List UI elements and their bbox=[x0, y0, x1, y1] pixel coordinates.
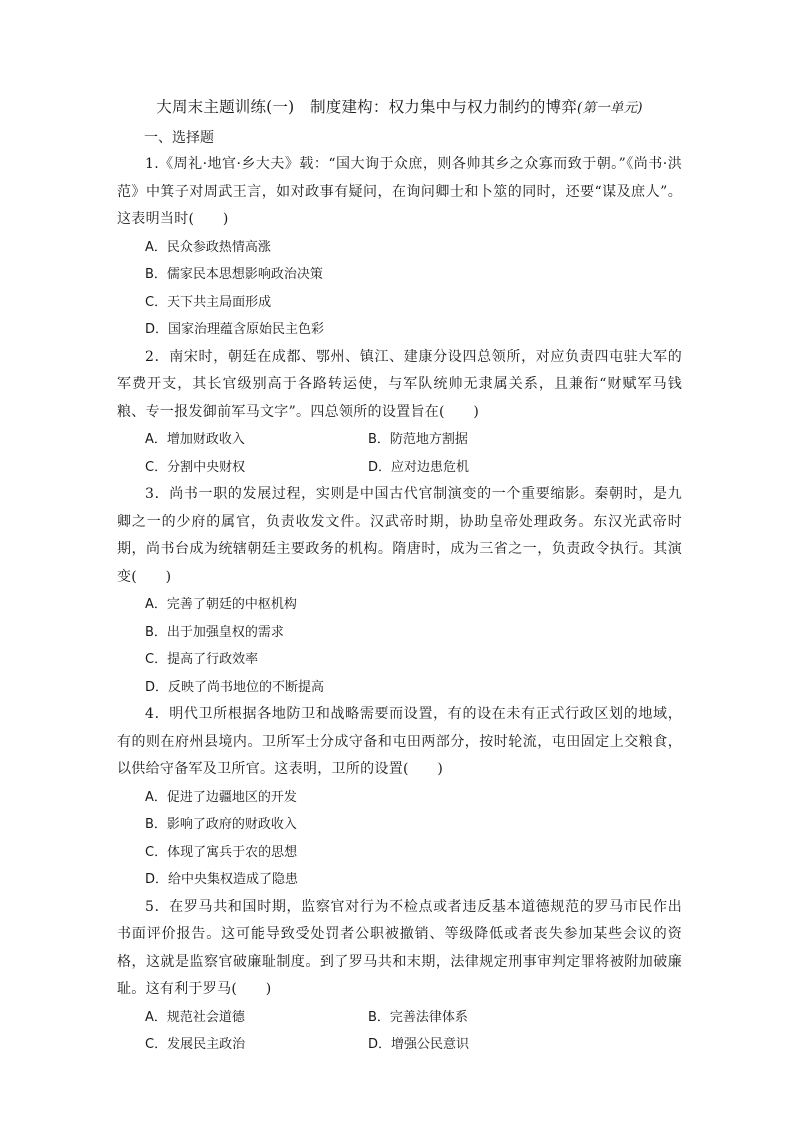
document-page bbox=[117, 94, 682, 1059]
option-a: A．完善了朝廷的中枢机构 bbox=[145, 597, 297, 612]
option-d: D．给中央集权造成了隐患 bbox=[145, 872, 299, 887]
option-c: C．提高了行政效率 bbox=[145, 652, 259, 667]
option-d: D．反映了尚书地位的不断提高 bbox=[145, 679, 325, 695]
question-options bbox=[117, 784, 682, 894]
option-b: B．防范地方割据 bbox=[368, 432, 468, 447]
question-4 bbox=[117, 701, 682, 894]
question-options bbox=[117, 234, 682, 344]
option-c: C．体现了寓兵于农的思想 bbox=[145, 844, 298, 860]
option-d: D．增强公民意识 bbox=[368, 1037, 470, 1052]
question-3 bbox=[117, 481, 682, 701]
option-b: B．儒家民本思想影响政治决策 bbox=[145, 267, 323, 282]
option-b: B．影响了政府的财政收入 bbox=[145, 817, 297, 832]
option-a: A．增加财政收入 bbox=[145, 432, 245, 447]
option-a: A．民众参政热情高涨 bbox=[145, 239, 271, 255]
option-b: B．出于加强皇权的需求 bbox=[145, 624, 284, 640]
question-1 bbox=[117, 151, 682, 344]
option-c: C．发展民主政治 bbox=[145, 1037, 246, 1052]
question-2 bbox=[117, 344, 682, 482]
option-a: A．促进了边疆地区的开发 bbox=[145, 789, 297, 805]
question-5 bbox=[117, 894, 682, 1059]
option-a: A．规范社会道德 bbox=[145, 1009, 245, 1025]
question-stem: 4．明代卫所根据各地防卫和战略需要而设置，有的设在未有正式行政区划的地域，有的则在府州县境内。卫所军士分成守备和屯田两部分，按时轮流，屯田固定上交粮食，以供给守备军及卫所官。这表明，卫所的设置( ) bbox=[117, 706, 682, 777]
question-stem: 1.《周礼·地官·乡大夫》载：“国大询于众庶，则各帅其乡之众寡而致于朝。”《尚书·洪范》中箕子对周武王言，如对政事有疑问，在询问卿士和卜筮的同时，还要“谋及庶人”。这表明当时( ) bbox=[117, 156, 682, 227]
title-main: 大周末主题训练(一) 制度建构：权力集中与权力制约的博弈 bbox=[156, 98, 577, 116]
document-title bbox=[117, 94, 682, 121]
section-heading: 一、选择题 bbox=[144, 130, 214, 146]
option-d: D．应对边患危机 bbox=[368, 459, 470, 475]
option-b: B．完善法律体系 bbox=[368, 1009, 468, 1025]
option-c: C．分割中央财权 bbox=[145, 459, 246, 475]
question-options bbox=[117, 591, 682, 701]
title-unit: (第一单元) bbox=[576, 100, 643, 116]
option-c: C．天下共主局面形成 bbox=[145, 294, 272, 310]
option-d: D．国家治理蕴含原始民主色彩 bbox=[145, 322, 325, 337]
question-stem: 5．在罗马共和国时期，监察官对行为不检点或者违反基本道德规范的罗马市民作出书面评价报告。这可能导致受处罚者公职被撤销、等级降低或者丧失参加某些会议的资格，这就是监察官破廉耻制度。到了罗马共和末期，法律规定刑事审判定罪将被附加破廉耻。这有利于罗马( ) bbox=[117, 898, 682, 997]
question-options bbox=[117, 1004, 682, 1059]
question-stem: 3．尚书一职的发展过程，实则是中国古代官制演变的一个重要缩影。秦朝时，是九卿之一的少府的属官，负责收发文件。汉武帝时期，协助皇帝处理政务。东汉光武帝时期，尚书台成为统辖朝廷主要政务的机构。隋唐时，成为三省之一，负责政令执行。其演变( ) bbox=[117, 486, 682, 585]
question-options bbox=[117, 426, 682, 481]
question-stem: 2．南宋时，朝廷在成都、鄂州、镇江、建康分设四总领所，对应负责四屯驻大军的军费开支，其长官级别高于各路转运使，与军队统帅无隶属关系，且兼衔“财赋军马钱粮、专一报发御前军马文字”。四总领所的设置旨在( ) bbox=[117, 348, 682, 420]
